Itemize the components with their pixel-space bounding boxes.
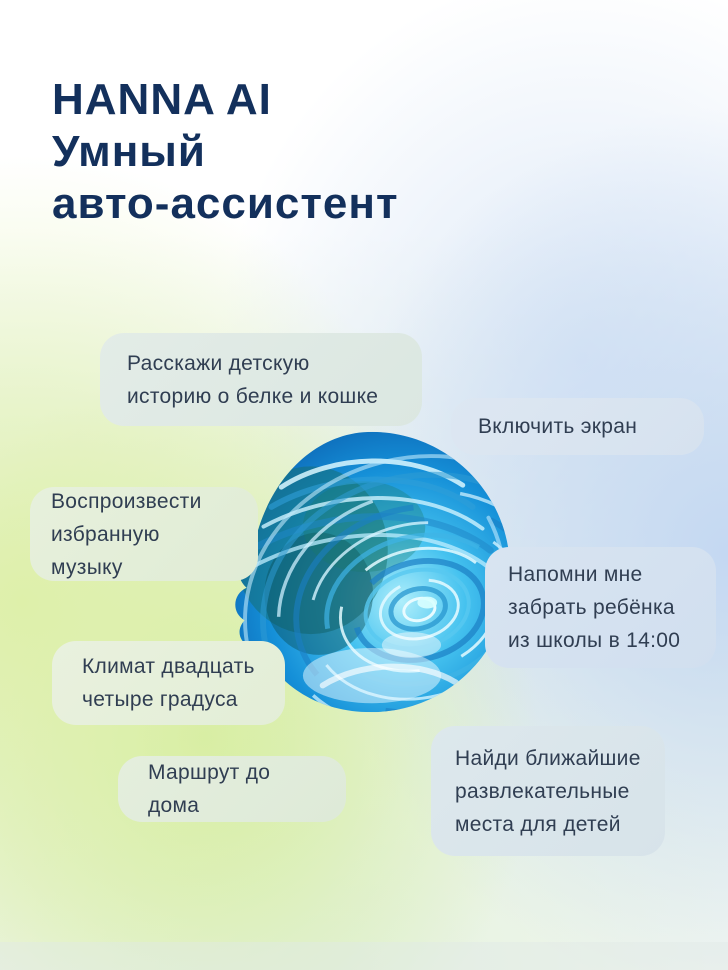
command-text-line: Напомни мне bbox=[508, 563, 643, 586]
voice-command-bubble-music bbox=[30, 487, 258, 581]
brand-title: HANNA AI bbox=[52, 75, 272, 124]
bottom-gradient-band bbox=[0, 942, 728, 970]
voice-command-bubble-screen bbox=[451, 398, 704, 455]
command-text-line: историю о белке и кошке bbox=[127, 384, 379, 408]
command-text-line: Климат двадцать bbox=[82, 655, 255, 678]
subtitle-line-2: авто-ассистент bbox=[52, 179, 399, 228]
voice-command-bubble-route bbox=[118, 756, 346, 822]
voice-command-bubble-reminder bbox=[485, 547, 716, 668]
command-text-line: избранную музыку bbox=[51, 522, 160, 579]
page-title bbox=[52, 74, 399, 230]
subtitle-line-1: Умный bbox=[52, 127, 206, 176]
command-text-line: места для детей bbox=[455, 812, 621, 836]
command-text-line: развлекательные bbox=[455, 779, 630, 803]
command-text-line: Расскажи детскую bbox=[127, 351, 310, 375]
command-text-line: четыре градуса bbox=[82, 688, 238, 711]
voice-command-bubble-places bbox=[431, 726, 665, 856]
command-text-line: Воспроизвести bbox=[51, 489, 202, 513]
command-text-line: Найди ближайшие bbox=[455, 746, 641, 770]
command-text-line: из школы в 14:00 bbox=[508, 629, 681, 652]
voice-command-bubble-climate bbox=[52, 641, 285, 725]
voice-command-bubble-story bbox=[100, 333, 422, 426]
command-text-line: забрать ребёнка bbox=[508, 596, 675, 619]
command-text-line: Маршрут до дома bbox=[148, 761, 271, 817]
command-text-line: Включить экран bbox=[478, 415, 638, 438]
